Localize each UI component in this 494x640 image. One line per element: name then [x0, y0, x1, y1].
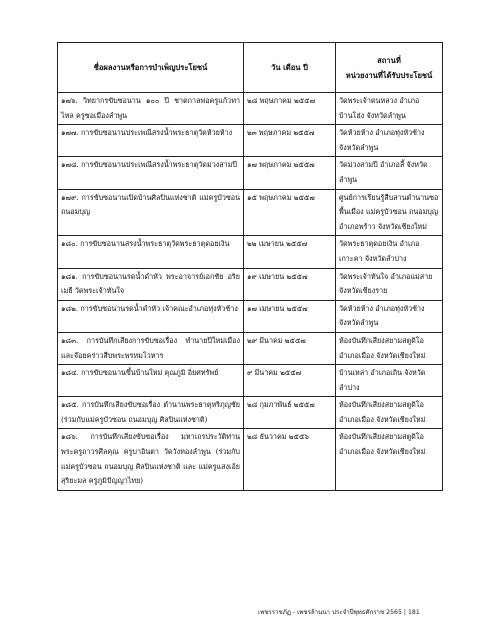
cell-date-text: ๑๕ พฤษภาคม ๒๕๕๗ — [247, 192, 315, 202]
cell-date — [244, 300, 336, 332]
table-row — [58, 236, 443, 268]
cell-place — [336, 365, 443, 397]
cell-work-text: ๑๗๘. การขับซอนานประเพณีสรงน้ำพระธาตุวัดม่วงสามปี — [61, 160, 237, 170]
cell-work-text: ๑๘๒. การขับซอนานรดน้ำดำหัว เจ้าคณะอำเภอทุ่งหัวช้าง — [61, 303, 238, 313]
cell-work — [58, 397, 244, 429]
cell-work — [58, 300, 244, 332]
cell-date-text: ๒๘ ธันวาคม ๒๕๕๖ — [247, 432, 309, 442]
cell-date-text: ๑๗ เมษายน ๒๕๕๗ — [247, 303, 308, 313]
cell-work-text: ๑๘๓. การบันทึกเสียงการขับซอเรื่อง ทำนายปีใหม่เมือง และจ๊อยคร่าวสืบพระพรหมโวหาร — [61, 335, 240, 360]
cell-date-text: ๒๘ พฤษภาคม ๒๕๕๗ — [247, 96, 316, 105]
cell-work-text: ๑๗๖. วิทยากรขับซอนาน ๑๐๐ ปี ชาตกาลพ่อครูแก้วทาไหล ครูซอเมืองลำพูน — [61, 96, 240, 120]
cell-date-text: ๙ มีนาคม ๒๕๕๗ — [247, 368, 302, 378]
header-place-line2: หน่วยงานที่ได้รับประโยชน์ — [345, 70, 433, 80]
cell-date — [244, 236, 336, 268]
header-date: วัน เดือน ปี — [244, 43, 336, 93]
cell-work — [58, 365, 244, 397]
cell-date-text: ๒๙ มีนาคม ๒๕๕๗ — [247, 335, 306, 345]
cell-work-text: ๑๘๑. การขับซอนานรดน้ำดำหัว พระอาจารย์เอกชัย อริยเมธี วัดพระเจ้าทันใจ — [61, 271, 240, 296]
cell-date-text: ๒๒ เมษายน ๒๕๕๗ — [247, 239, 308, 249]
cell-work-text: ๑๘๕. การบันทึกเสียงขับซอเรื่อง ตำนานพระธาตุหริภุญชัย (ร่วมกับแม่ครูบัวซอน ถนอมบุญ ศิลปินแห่งชาติ) — [61, 400, 240, 424]
cell-date — [244, 268, 336, 300]
works-table — [57, 42, 443, 491]
cell-work — [58, 236, 244, 268]
table-row — [58, 157, 443, 189]
cell-work-text: ๑๘๔. การขับซอนานขึ้นบ้านใหม่ คุณภูมิ อิ่ยศทรัพย์ — [61, 368, 219, 378]
table-row — [58, 125, 443, 157]
cell-date — [244, 157, 336, 189]
cell-place-text: วัดห้วยห้าง อำเภอทุ่งหัวช้าง จังหวัดลำพูน — [339, 128, 425, 152]
cell-date — [244, 429, 336, 490]
cell-work — [58, 332, 244, 364]
cell-place — [336, 397, 443, 429]
cell-place-text: บ้านเหล่า อำเภอเถิน จังหวัดลำปาง — [339, 368, 426, 392]
footer-text: เพชรราชภัฏ - เพชรล้านนา ประจำปีพุทธศักราช 2565 — [258, 609, 402, 616]
table-row — [58, 189, 443, 236]
page-footer — [258, 607, 420, 617]
cell-place — [336, 268, 443, 300]
footer-separator: | — [403, 609, 406, 616]
table-row — [58, 365, 443, 397]
cell-date-text: ๑๗ พฤษภาคม ๒๕๕๗ — [247, 160, 315, 170]
cell-place-text: ห้องบันทึกเสียงสยามสตูดิโอ อำเภอเมือง จังหวัดเชียงใหม่ — [339, 432, 426, 457]
table-row — [58, 429, 443, 490]
header-place — [336, 43, 443, 93]
cell-place-text: วัดพระธาตุดอยเงิน อำเภอเกาะคา จังหวัดลำปาง — [339, 239, 420, 263]
cell-place — [336, 429, 443, 490]
cell-place — [336, 93, 443, 125]
cell-work-text: ๑๗๗. การขับซอนานประเพณีสรงน้ำพระธาตุวัดห้วยห้าง — [61, 128, 233, 138]
header-work: ชื่อผลงานหรือการบำเพ็ญประโยชน์ — [58, 43, 244, 93]
cell-place — [336, 125, 443, 157]
cell-date — [244, 189, 336, 236]
cell-place — [336, 157, 443, 189]
table-row — [58, 300, 443, 332]
table-header-row — [58, 43, 443, 93]
cell-place-text: วัดห้วยห้าง อำเภอทุ่งหัวช้าง จังหวัดลำพูน — [339, 303, 425, 328]
cell-work — [58, 189, 244, 236]
cell-place-text: วัดพระเจ้าตนหลวง อำเภอบ้านโฮ่ง จังหวัดลำพูน — [339, 96, 420, 120]
cell-work — [58, 157, 244, 189]
table-row — [58, 397, 443, 429]
table-row — [58, 93, 443, 125]
cell-date — [244, 93, 336, 125]
header-place-line1: สถานที่ — [377, 55, 401, 65]
table-row — [58, 332, 443, 364]
cell-date — [244, 125, 336, 157]
cell-date — [244, 397, 336, 429]
cell-date-text: ๑๙ เมษายน ๒๕๕๗ — [247, 271, 308, 281]
cell-work — [58, 268, 244, 300]
cell-work-text: ๑๘๐. การขับซอนานสรงน้ำพระธาตุวัดพระธาตุดอยเงิน — [61, 239, 230, 249]
cell-place — [336, 189, 443, 236]
cell-work-text: ๑๗๙. การขับซอนานเปิดบ้านศิลปินแห่งชาติ แม่ครูบัวซอน ถนอมบุญ — [61, 192, 240, 217]
cell-work — [58, 125, 244, 157]
cell-date — [244, 365, 336, 397]
cell-date-text: ๒๘ กุมภาพันธ์ ๒๕๕๗ — [247, 400, 315, 410]
cell-place-text: ห้องบันทึกเสียงสยามสตูดิโอ อำเภอเมือง จังหวัดเชียงใหม่ — [339, 400, 426, 424]
cell-date — [244, 332, 336, 364]
cell-work — [58, 93, 244, 125]
cell-place — [336, 332, 443, 364]
cell-place-text: วัดพระเจ้าทันใจ อำเภอแม่สาย จังหวัดเชียงราย — [339, 271, 433, 296]
table-row — [58, 268, 443, 300]
page-number: 181 — [407, 609, 420, 616]
cell-place-text: ศูนย์การเรียนรู้สืบสานตำนานซอพื้นเมือง แม่ครูบัวซอน ถนอมบุญ อำเภอพร้าว จังหวัดเชียงใหม่ — [339, 192, 439, 231]
cell-date-text: ๒๓ พฤษภาคม ๒๕๕๗ — [247, 128, 315, 138]
cell-place — [336, 300, 443, 332]
cell-place-text: วัดม่วงสามปี อำเภอลี้ จังหวัดลำพูน — [339, 160, 428, 184]
cell-work — [58, 429, 244, 490]
cell-place-text: ห้องบันทึกเสียงสยามสตูดิโอ อำเภอเมือง จังหวัดเชียงใหม่ — [339, 335, 426, 360]
cell-place — [336, 236, 443, 268]
cell-work-text: ๑๘๖. การบันทึกเสียงขับซอเรื่อง มหาเถรประวัติท่านพระครูถาวรศีลคุณ ครูบาอินตา วัดวังทองลำพูน (ร่วมกับแม่ครูบัวซอน ถนอมบุญ ศิลปินแห่งชาติ และ แม่ครูแสงเอ้ย สุริยะมล ครูภูมิปัญญาไทย) — [61, 432, 240, 486]
